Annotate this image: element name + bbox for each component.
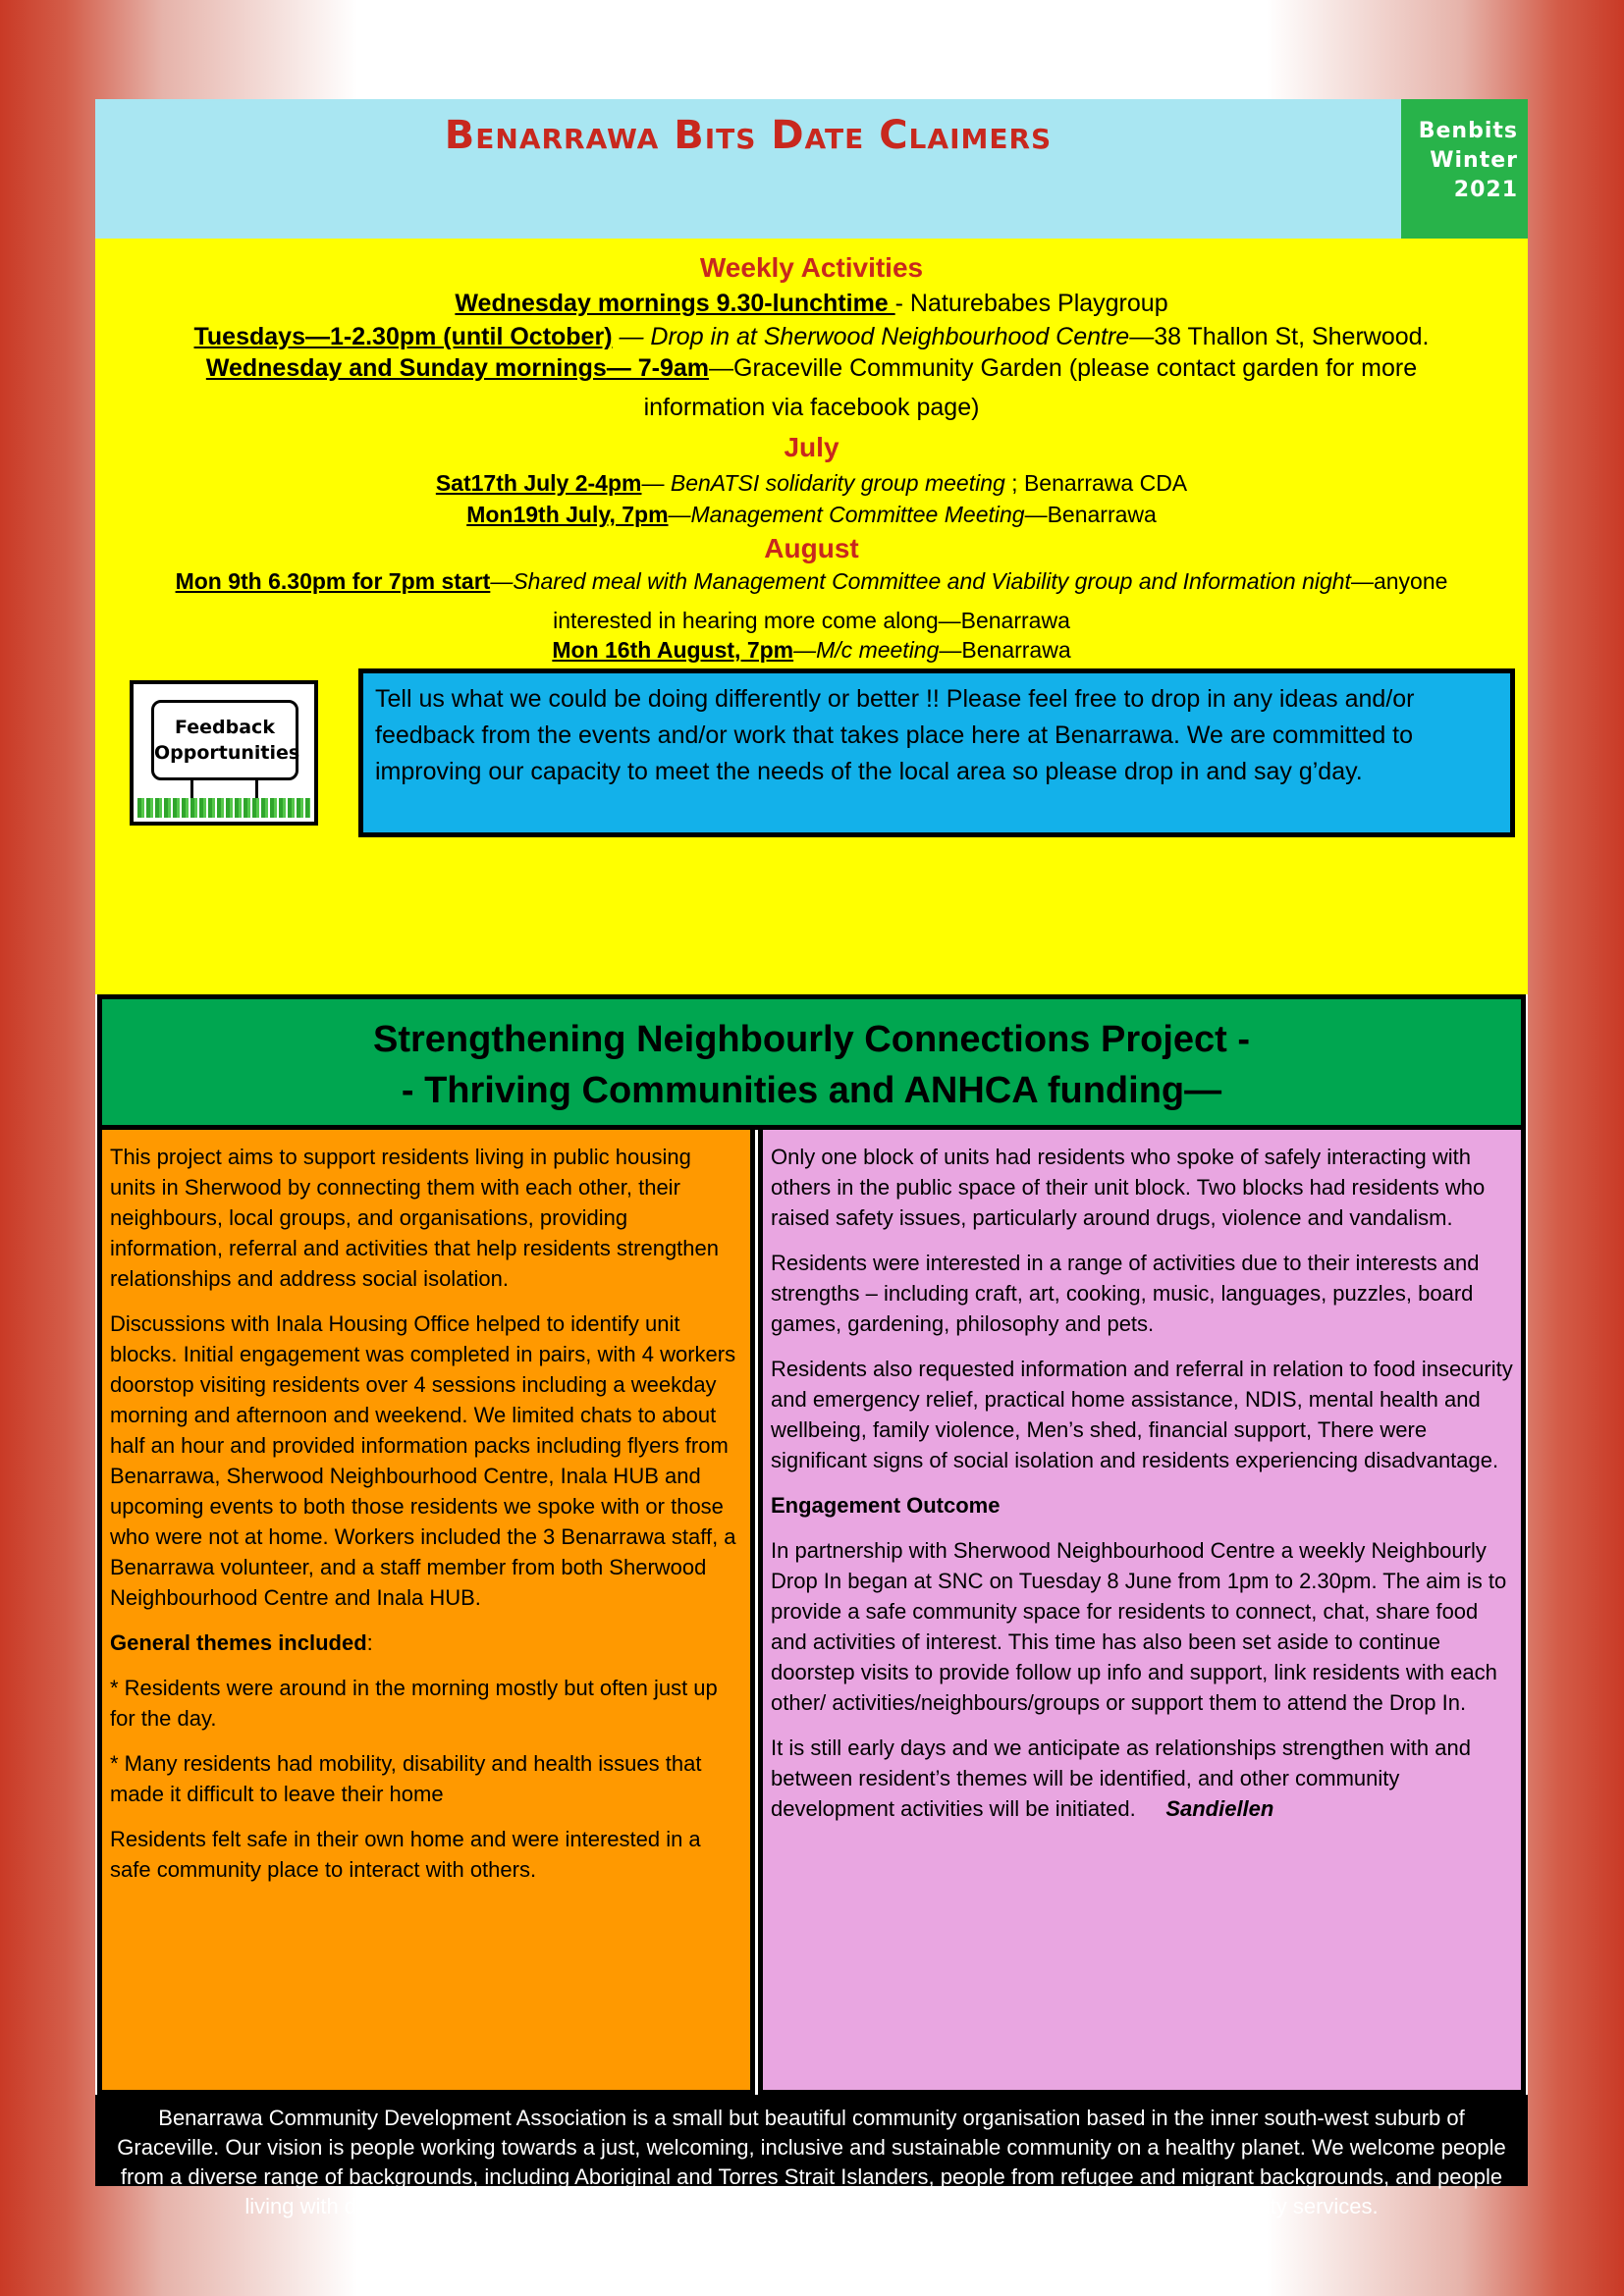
event-location: ; Benarrawa CDA	[1004, 470, 1188, 496]
activity-time: Tuesdays—1-2.30pm (until October)	[193, 323, 613, 350]
themes-heading	[110, 1628, 742, 1658]
activity-time: Wednesday mornings 9.30-lunchtime	[455, 290, 895, 317]
july-heading: July	[784, 432, 839, 462]
badge-line: 2021	[1453, 178, 1518, 202]
activity-desc: —Graceville Community Garden (please contact garden for more	[709, 354, 1418, 382]
event-time: Sat17th July 2-4pm	[435, 470, 642, 496]
paragraph: Residents were interested in a range of activities due to their interests and strengths – including craft, art, cooking, music, languages, puzzles, board games, gardening, philosophy and pets.	[771, 1251, 1480, 1336]
paragraph: This project aims to support residents living in public housing units in Sherwood by connecting them with each other, their neighbours, local groups, and organisations, providing information, referral and activities that help residents strengthen relationships and address social isolation.	[110, 1145, 719, 1291]
august-heading: August	[764, 533, 859, 563]
heading-text: General themes included	[110, 1630, 367, 1655]
paragraph: Discussions with Inala Housing Office helped to identify unit blocks. Initial engagement was completed in pairs, with 4 workers doorstop visiting residents over 4 sessions including a weekday morning and afternoon and weekend. We limited chats to about half an hour and provided information packs including flyers from Benarrawa, Sherwood Neighbourhood Centre, Inala HUB and upcoming events to both those residents we spoke with or those who were not at home. Workers included the 3 Benarrawa staff, a Benarrawa volunteer, and a staff member from both Sherwood Neighbourhood Centre and Inala HUB.	[110, 1311, 736, 1610]
weekly-heading: Weekly Activities	[699, 252, 924, 283]
activity-time: Wednesday and Sunday mornings— 7-9am	[205, 354, 709, 382]
organisation-footer: Benarrawa Community Development Association is a small but beautiful community organisation based in the inner south-west suburb of Graceville. Our vision is people working towards a just, welcoming, inclusive and sustainable community on a healthy planet. We welcome people from a diverse range of backgrounds, including Aboriginal and Torres Strait Islanders, people from refugee and migrant backgrounds, and people living with disabilities. Benarrawa is subsidised by QLD department of communities, child safety and disability services.	[95, 2095, 1528, 2186]
theme-item: * Many residents had mobility, disability and health issues that made it difficult to leave their home	[110, 1751, 702, 1806]
grass-graphic	[137, 798, 310, 818]
weekly-item-cont: information via facebook page)	[643, 394, 980, 421]
outcome-heading: Engagement Outcome	[771, 1493, 1001, 1518]
project-left-column	[97, 1130, 755, 2095]
july-item	[95, 502, 1528, 528]
event-desc: —Shared meal with Management Committee and Viability group and Information night	[490, 568, 1351, 594]
weekly-item	[95, 323, 1528, 351]
feedback-box: Tell us what we could be doing differently or better !! Please feel free to drop in any ideas and/or feedback from the events and/or work that takes place here at Benarrawa. We are committed to improving our capacity to meet the needs of the local area so please drop in and say g’day.	[358, 668, 1515, 837]
event-desc: —M/c meeting	[793, 637, 940, 663]
weekly-item	[95, 290, 1528, 318]
august-item	[95, 637, 1528, 664]
activities-section	[95, 239, 1528, 994]
event-dash: —	[641, 470, 671, 496]
event-time: Mon 9th 6.30pm for 7pm start	[175, 568, 491, 594]
activity-location: —38 Thallon St, Sherwood.	[1129, 323, 1430, 350]
event-location: —Benarrawa	[939, 637, 1071, 663]
august-item	[95, 568, 1528, 595]
event-time: Mon19th July, 7pm	[466, 502, 669, 527]
sign-board	[151, 700, 298, 780]
event-location: —Benarrawa	[1024, 502, 1157, 527]
paragraph-text: It is still early days and we anticipate as relationships strengthen with and between resident’s themes will be identified, and other community development activities will be initiated.	[771, 1735, 1471, 1821]
header-banner	[95, 99, 1528, 239]
event-time: Mon 16th August, 7pm	[552, 637, 794, 663]
event-desc: BenATSI solidarity group meeting	[670, 470, 1005, 496]
activity-desc: — Drop in at Sherwood Neighbourhood Centre	[612, 323, 1130, 350]
sign-text: Opportunities	[154, 742, 300, 764]
project-title-line: Strengthening Neighbourly Connections Project -	[372, 1019, 1251, 1060]
edition-badge	[1401, 99, 1528, 239]
project-right-column	[758, 1130, 1526, 2095]
activity-desc: - Naturebabes Playgroup	[894, 290, 1168, 317]
theme-item: * Residents were around in the morning mostly but often just up for the day.	[110, 1676, 718, 1731]
weekly-item	[95, 354, 1528, 383]
project-heading	[97, 994, 1526, 1130]
event-rest: —anyone	[1350, 568, 1448, 594]
author-signature: Sandiellen	[1165, 1796, 1274, 1821]
project-title-line: - Thriving Communities and ANHCA funding—	[401, 1070, 1222, 1111]
heading-colon: :	[366, 1630, 373, 1655]
event-desc: —Management Committee Meeting	[668, 502, 1025, 527]
closing-paragraph	[771, 1733, 1513, 1824]
page-title: Benarrawa Bits Date Claimers	[444, 113, 1053, 158]
newsletter-page	[95, 99, 1528, 2218]
paragraph: In partnership with Sherwood Neighbourhood Centre a weekly Neighbourly Drop In began at SNC on Tuesday 8 June from 1pm to 2.30pm. The aim is to provide a safe community space for residents to connect, chat, share food and activities of interest. This time has also been set aside to continue doorstep visits to provide follow up info and support, link residents with each other/ activities/neighbours/groups or support them to attend the Drop In.	[771, 1538, 1507, 1715]
paragraph: Residents felt safe in their own home and were interested in a safe community place to interact with others.	[110, 1827, 701, 1882]
badge-line: Winter	[1430, 148, 1518, 173]
august-item-cont: interested in hearing more come along—Benarrawa	[553, 608, 1070, 633]
july-item	[95, 470, 1528, 497]
badge-line: Benbits	[1418, 119, 1518, 143]
sign-text: Feedback	[175, 717, 275, 738]
paragraph: Residents also requested information and referral in relation to food insecurity and emergency relief, practical home assistance, NDIS, mental health and wellbeing, family violence, Men’s shed, financial support, There were significant signs of social isolation and residents experiencing disadvantage.	[771, 1357, 1513, 1472]
feedback-sign-icon	[130, 680, 318, 826]
paragraph: Only one block of units had residents who spoke of safely interacting with others in the public space of their unit block. Two blocks had residents who raised safety issues, particularly around drugs, violence and vandalism.	[771, 1145, 1486, 1230]
